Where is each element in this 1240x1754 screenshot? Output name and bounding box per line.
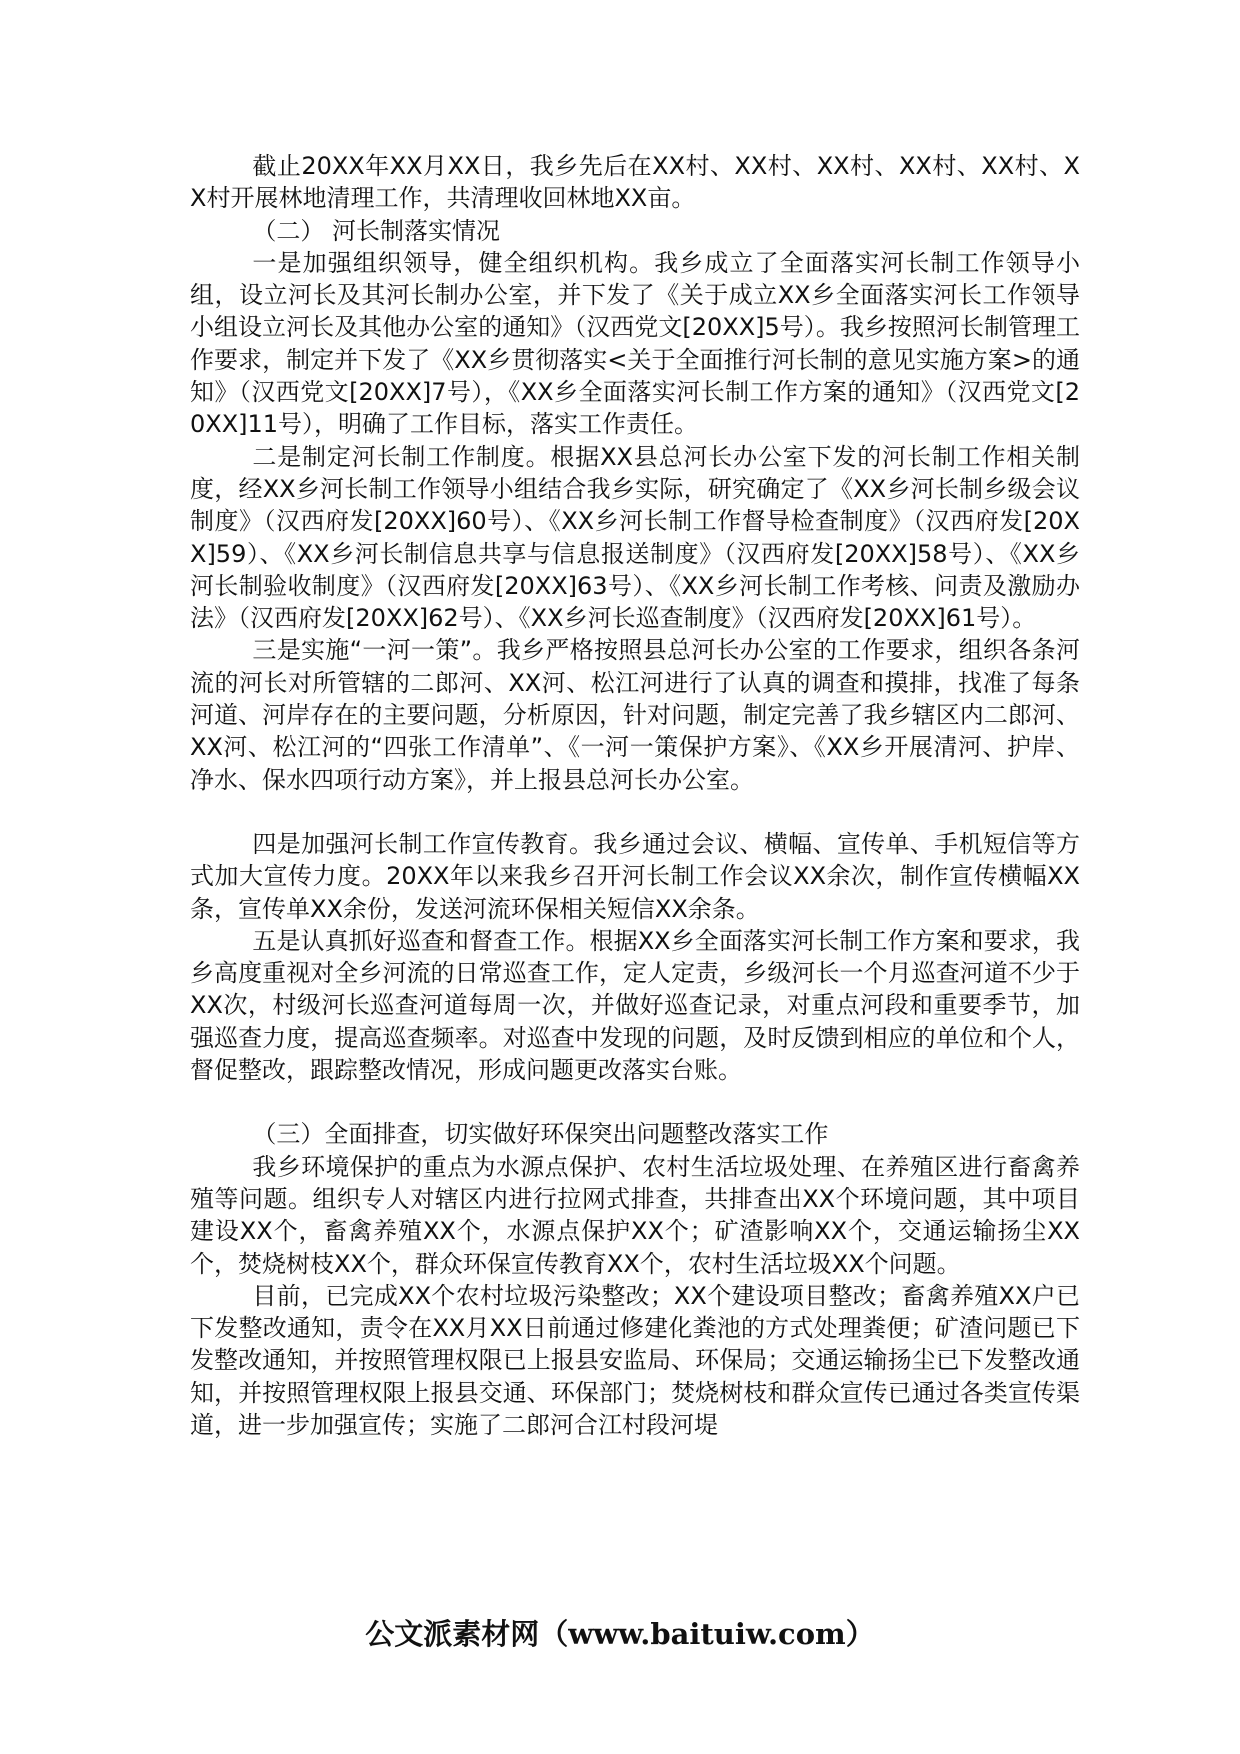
paragraph-forest-cleanup: 截止20XX年XX月XX日，我乡先后在XX村、XX村、XX村、XX村、XX村、XX村开展林地清理工作，共清理收回林地XX亩。 <box>190 152 1080 213</box>
blank-line <box>190 796 1080 828</box>
footer-watermark: 公文派素材网（www.baituiw.com） <box>365 1617 875 1651</box>
paragraph-rectification-progress: 目前，已完成XX个农村垃圾污染整改；XX个建设项目整改；畜禽养殖XX户已下发整改通知，责令在XX月XX日前通过修建化粪池的方式处理粪便；矿渣问题已下发整改通知，并按照管理权限已上报县安监局、环保局；交通运输扬尘已下发整改通知，并按照管理权限上报县交通、环保部门；焚烧树枝和群众宣传已通过各类宣传渠道，进一步加强宣传；实施了二郎河合江村段河堤 <box>190 1281 1080 1439</box>
paragraph-work-system: 二是制定河长制工作制度。根据XX县总河长办公室下发的河长制工作相关制度，经XX乡河长制工作领导小组结合我乡实际，研究确定了《XX乡河长制乡级会议制度》（汉西府发[20XX]60号）、《XX乡河长制工作督导检查制度》（汉西府发[20XX]59）、《XX乡河长制信息共享与信息报送制度》（汉西府发[20XX]58号）、《XX乡河长制验收制度》（汉西府发[20XX]63号）、《XX乡河长制工作考核、问责及激励办法》（汉西府发[20XX]62号）、《XX乡河长巡查制度》（汉西府发[20XX]61号）。 <box>190 442 1080 633</box>
paragraph-inspection: 五是认真抓好巡查和督查工作。根据XX乡全面落实河长制工作方案和要求，我乡高度重视对全乡河流的日常巡查工作，定人定责，乡级河长一个月巡查河道不少于XX次，村级河长巡查河道每周一次，并做好巡查记录，对重点河段和重要季节，加强巡查力度，提高巡查频率。对巡查中发现的问题，及时反馈到相应的单位和个人，督促整改，跟踪整改情况，形成问题更改落实台账。 <box>190 926 1080 1085</box>
paragraph-organization: 一是加强组织领导，健全组织机构。我乡成立了全面落实河长制工作领导小组，设立河长及其河长制办公室，并下发了《关于成立XX乡全面落实河长工作领导小组设立河长及其他办公室的通知》（汉西党文[20XX]5号）。我乡按照河长制管理工作要求，制定并下发了《XX乡贯彻落实<关于全面推行河长制的意见实施方案>的通知》（汉西党文[20XX]7号），《XX乡全面落实河长制工作方案的通知》（汉西党文[20XX]11号），明确了工作目标，落实工作责任。 <box>190 248 1080 439</box>
document-body <box>190 150 1080 1441</box>
section-heading-environment: （三）全面排查，切实做好环保突出问题整改落实工作 <box>252 1120 829 1149</box>
section-heading-river-chief: （二） 河长制落实情况 <box>252 216 501 245</box>
paragraph-one-river-one-policy: 三是实施“一河一策”。我乡严格按照县总河长办公室的工作要求，组织各条河流的河长对所管辖的二郎河、XX河、松江河进行了认真的调查和摸排，找准了每条河道、河岸存在的主要问题，分析原因，针对问题，制定完善了我乡辖区内二郎河、XX河、松江河的“四张工作清单”、《一河一策保护方案》、《XX乡开展清河、护岸、净水、保水四项行动方案》，并上报县总河长办公室。 <box>190 636 1080 794</box>
blank-line <box>190 1086 1080 1118</box>
paragraph-publicity: 四是加强河长制工作宣传教育。我乡通过会议、横幅、宣传单、手机短信等方式加大宣传力度。20XX年以来我乡召开河长制工作会议XX余次，制作宣传横幅XX条，宣传单XX余份，发送河流环保相关短信XX余条。 <box>190 829 1080 923</box>
paragraph-environment-issues: 我乡环境保护的重点为水源点保护、农村生活垃圾处理、在养殖区进行畜禽养殖等问题。组织专人对辖区内进行拉网式排查，共排查出XX个环境问题，其中项目建设XX个，畜禽养殖XX个，水源点保护XX个；矿渣影响XX个，交通运输扬尘XX个，焚烧树枝XX个，群众环保宣传教育XX个，农村生活垃圾XX个问题。 <box>190 1152 1080 1278</box>
